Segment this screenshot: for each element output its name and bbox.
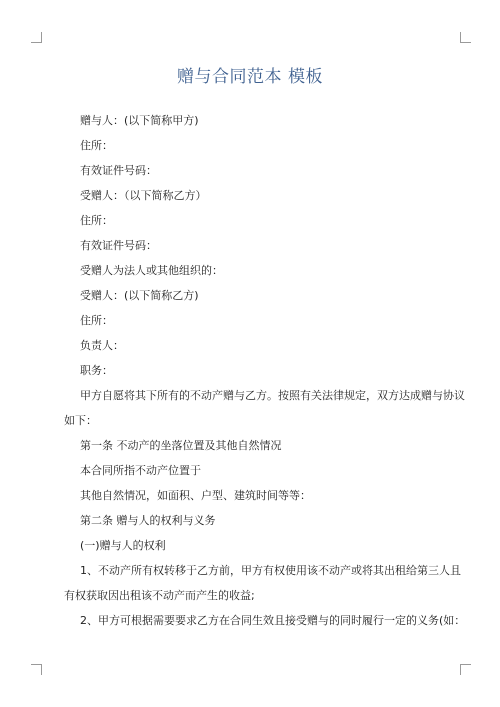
donor-line: 赠与人：(以下简称甲方) [80, 114, 199, 127]
donee-line: 受赠人：（以下简称乙方） [80, 189, 207, 202]
crop-mark-bottom-left [31, 664, 42, 675]
clause-1-paragraph [64, 564, 461, 603]
document-title: 赠与合同范本 模板 [177, 67, 323, 87]
article-2-heading: 第二条 赠与人的权利与义务 [80, 514, 216, 527]
clause-2-paragraph [64, 614, 466, 628]
property-location-line: 本合同所指不动产位置于 [80, 464, 201, 477]
document-body [64, 114, 466, 639]
clause-2-line-1: 2、甲方可根据需要要求乙方在合同生效且接受赠与的同时履行一定的义务(如： [80, 614, 466, 627]
clause-1-line-1: 1、不动产所有权转移于乙方前，甲方有权使用该不动产或将其出租给第三人且 [80, 564, 461, 577]
responsible-person-line: 负责人： [80, 339, 124, 352]
article-1-heading: 第一条 不动产的坐落位置及其他自然情况 [80, 439, 282, 452]
donee-id-line: 有效证件号码： [80, 239, 157, 252]
donor-address-line: 住所： [80, 139, 113, 152]
donee-org-address-line: 住所： [80, 314, 113, 327]
donor-rights-heading: (一)赠与人的权利 [80, 539, 166, 552]
agreement-paragraph-line-1: 甲方自愿将其下所有的不动产赠与乙方。按照有关法律规定，双方达成赠与协议 [80, 389, 465, 402]
donor-id-line: 有效证件号码： [80, 164, 157, 177]
donee-org-line: 受赠人为法人或其他组织的： [80, 264, 223, 277]
crop-mark-top-right [460, 32, 471, 43]
crop-mark-top-left [31, 32, 42, 43]
donee-address-line: 住所： [80, 214, 113, 227]
agreement-paragraph-line-2: 如下： [64, 414, 97, 427]
crop-mark-bottom-right [460, 664, 471, 675]
position-line: 职务： [80, 364, 113, 377]
clause-1-line-2: 有权获取因出租该不动产而产生的收益; [64, 589, 255, 602]
property-details-line: 其他自然情况，如面积、户型、建筑时间等等： [80, 489, 311, 502]
donee-org-name-line: 受赠人：(以下简称乙方) [80, 289, 199, 302]
agreement-paragraph [64, 389, 465, 428]
